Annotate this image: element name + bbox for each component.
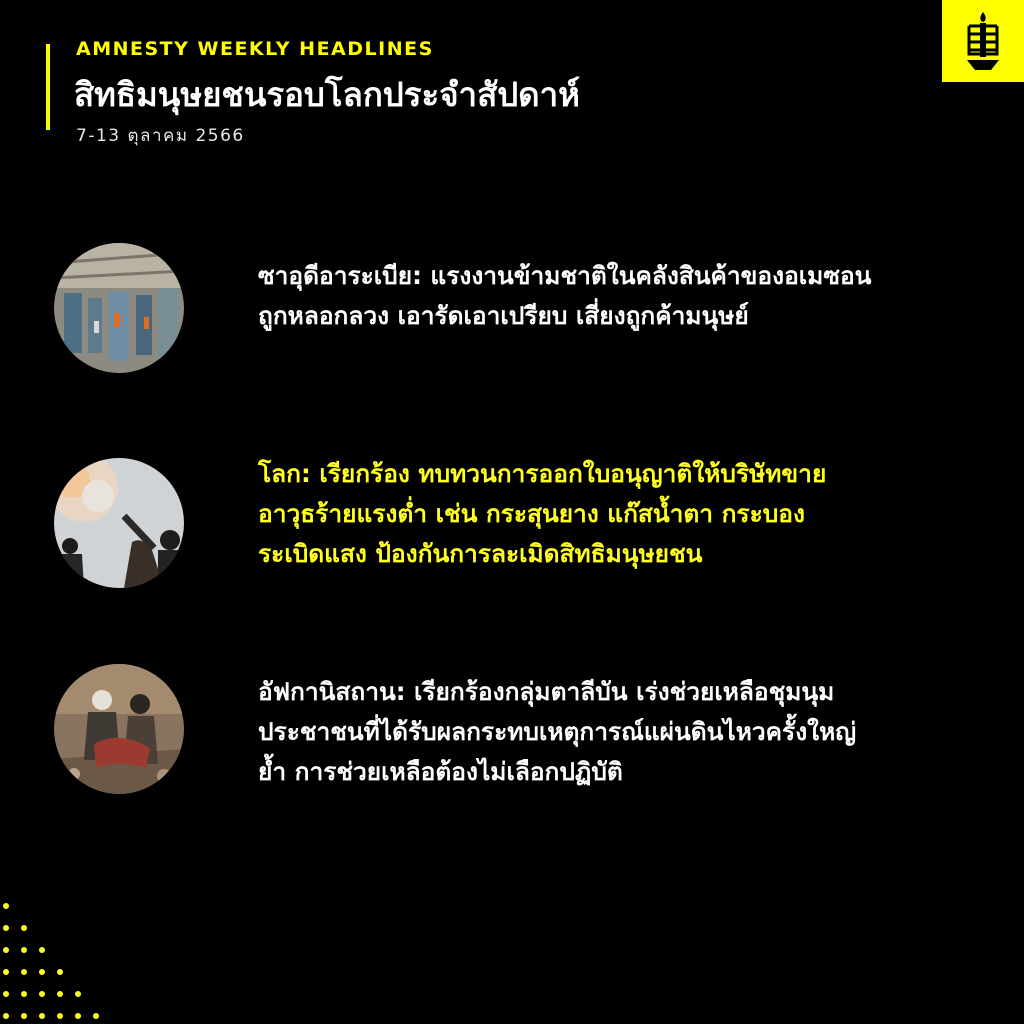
page-title: สิทธิมนุษยชนรอบโลกประจำสัปดาห์ (74, 75, 580, 114)
story-3-line-2: ประชาชนที่ได้รับผลกระทบเหตุการณ์แผ่นดินไหวครั้งใหญ่ (258, 717, 857, 746)
decorative-dot-pattern (0, 884, 140, 1024)
story-2-thumbnail[interactable] (54, 458, 184, 588)
story-3-thumbnail[interactable] (54, 664, 184, 794)
story-1-line-1: ซาอุดีอาระเบีย: แรงงานข้ามชาติในคลังสินค้าของอเมซอน (258, 261, 872, 290)
date-range: 7-13 ตุลาคม 2566 (76, 126, 245, 146)
story-2-line-1: โลก: เรียกร้อง ทบทวนการออกใบอนุญาติให้บริษัทขาย (258, 459, 827, 488)
header-kicker: AMNESTY WEEKLY HEADLINES (76, 38, 434, 60)
story-3-line-1: อัฟกานิสถาน: เรียกร้องกลุ่มตาลีบัน เร่งช่วยเหลือชุมนุม (258, 677, 835, 706)
header-accent-bar (46, 44, 50, 130)
story-3-line-3: ย้ำ การช่วยเหลือต้องไม่เลือกปฏิบัติ (258, 757, 623, 786)
story-2-headline[interactable] (258, 454, 988, 574)
story-2-line-2: อาวุธร้ายแรงต่ำ เช่น กระสุนยาง แก๊สน้ำตา กระบอง (258, 499, 805, 528)
story-1-thumbnail[interactable] (54, 243, 184, 373)
story-3-headline[interactable] (258, 672, 988, 792)
story-2-line-3: ระเบิดแสง ป้องกันการละเมิดสิทธิมนุษยชน (258, 539, 703, 568)
amnesty-logo[interactable] (942, 0, 1024, 82)
amnesty-candle-icon (963, 10, 1003, 72)
story-1-headline[interactable] (258, 256, 988, 336)
story-1-line-2: ถูกหลอกลวง เอารัดเอาเปรียบ เสี่ยงถูกค้ามนุษย์ (258, 301, 749, 330)
